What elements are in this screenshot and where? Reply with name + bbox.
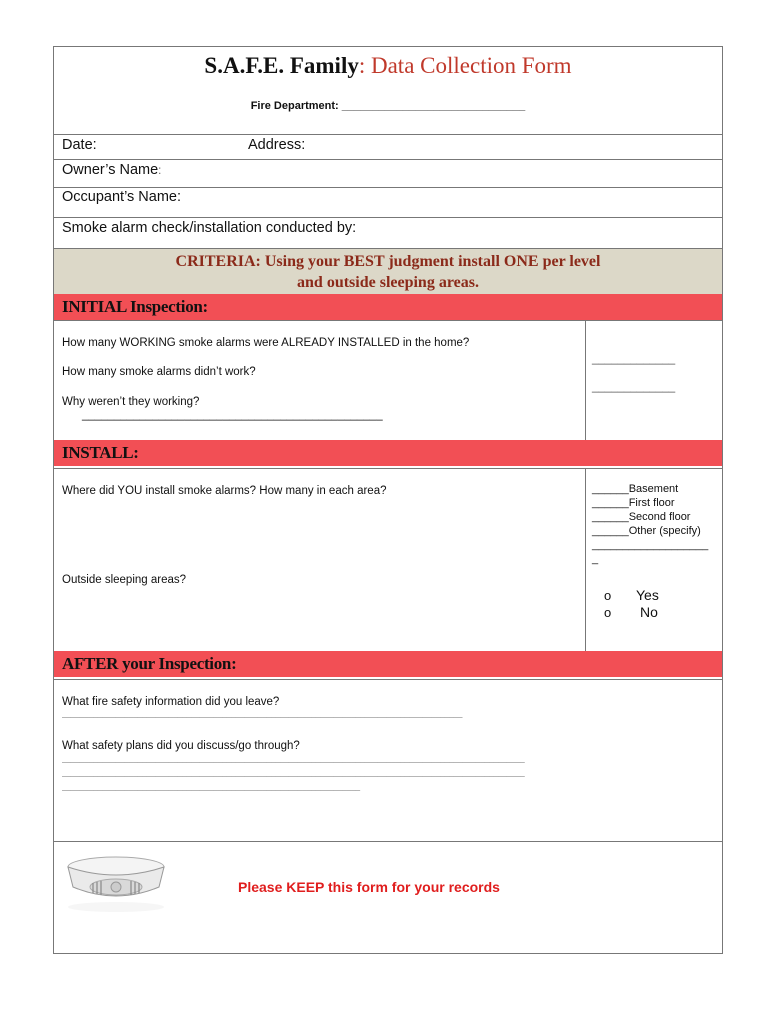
after-question-2: What safety plans did you discuss/go through? [62, 740, 300, 752]
title-bold: S.A.F.E. Family [204, 53, 359, 78]
initial-question-2: How many smoke alarms didn’t work? [62, 366, 256, 378]
column-divider [585, 320, 586, 440]
address-field[interactable]: Address: [248, 137, 306, 153]
after-inspection-heading: AFTER your Inspection: [54, 651, 722, 677]
divider [54, 679, 722, 680]
title-rest: Data Collection Form [365, 53, 572, 78]
keep-records-note: Please KEEP this form for your records [238, 879, 500, 895]
no-label: No [640, 604, 658, 620]
yes-radio[interactable]: o [604, 588, 612, 603]
criteria-line-1: CRITERIA: Using your BEST judgment install ONE per level [175, 253, 601, 270]
after-question-2-blank-2[interactable]: ________________________________________________________________________________________________________ [62, 768, 525, 777]
owners-name-field[interactable] [62, 162, 161, 178]
criteria-line-2: and outside sleeping areas. [297, 274, 479, 291]
divider [54, 320, 722, 321]
initial-question-3-blank[interactable]: _______________________________________________ [82, 409, 383, 421]
divider [54, 187, 722, 188]
fire-department-field[interactable]: Fire Department: ______________________________ [250, 100, 526, 112]
owners-name-label: Owner’s Name [62, 162, 159, 178]
date-field[interactable]: Date: [62, 137, 97, 153]
after-question-1: What fire safety information did you leave? [62, 696, 280, 708]
data-collection-form [53, 46, 723, 954]
title-colon: : [358, 53, 366, 78]
install-option-other[interactable]: ______Other (specify) [592, 525, 701, 537]
initial-question-1: How many WORKING smoke alarms were ALREADY INSTALLED in the home? [62, 337, 470, 349]
divider [54, 159, 722, 160]
occupants-name-field[interactable]: Occupant’s Name: [62, 189, 182, 205]
after-question-2-blank-1[interactable]: ________________________________________________________________________________________________________ [62, 754, 525, 763]
initial-question-3: Why weren’t they working? [62, 396, 200, 408]
install-option-other-blank-cont: _ [592, 553, 599, 565]
install-question-1: Where did YOU install smoke alarms? How many in each area? [62, 485, 387, 497]
divider [54, 468, 722, 469]
initial-inspection-heading: INITIAL Inspection: [54, 294, 722, 320]
install-option-first-floor[interactable]: ______First floor [592, 497, 675, 509]
smoke-alarm-icon [63, 853, 169, 915]
after-question-2-blank-3[interactable]: ___________________________________________________________________ [62, 782, 361, 791]
install-heading: INSTALL: [54, 440, 722, 466]
install-option-basement[interactable]: ______Basement [592, 483, 679, 495]
form-title [54, 53, 722, 79]
divider [54, 217, 722, 218]
initial-answer-2-blank[interactable]: _____________ [592, 381, 676, 393]
criteria-banner [54, 249, 722, 294]
divider [54, 134, 722, 135]
install-question-2: Outside sleeping areas? [62, 574, 187, 586]
after-question-1-blank[interactable]: __________________________________________________________________________________________ [62, 709, 463, 718]
divider [54, 841, 722, 842]
initial-answer-1-blank[interactable]: _____________ [592, 353, 676, 365]
column-divider [585, 468, 586, 651]
install-option-other-blank[interactable]: ___________________ [592, 539, 709, 551]
install-option-second-floor[interactable]: ______Second floor [592, 511, 691, 523]
no-radio[interactable]: o [604, 605, 612, 620]
owners-name-colon: : [158, 165, 162, 177]
yes-label: Yes [636, 587, 659, 603]
conducted-by-field[interactable]: Smoke alarm check/installation conducted by: [62, 220, 357, 236]
